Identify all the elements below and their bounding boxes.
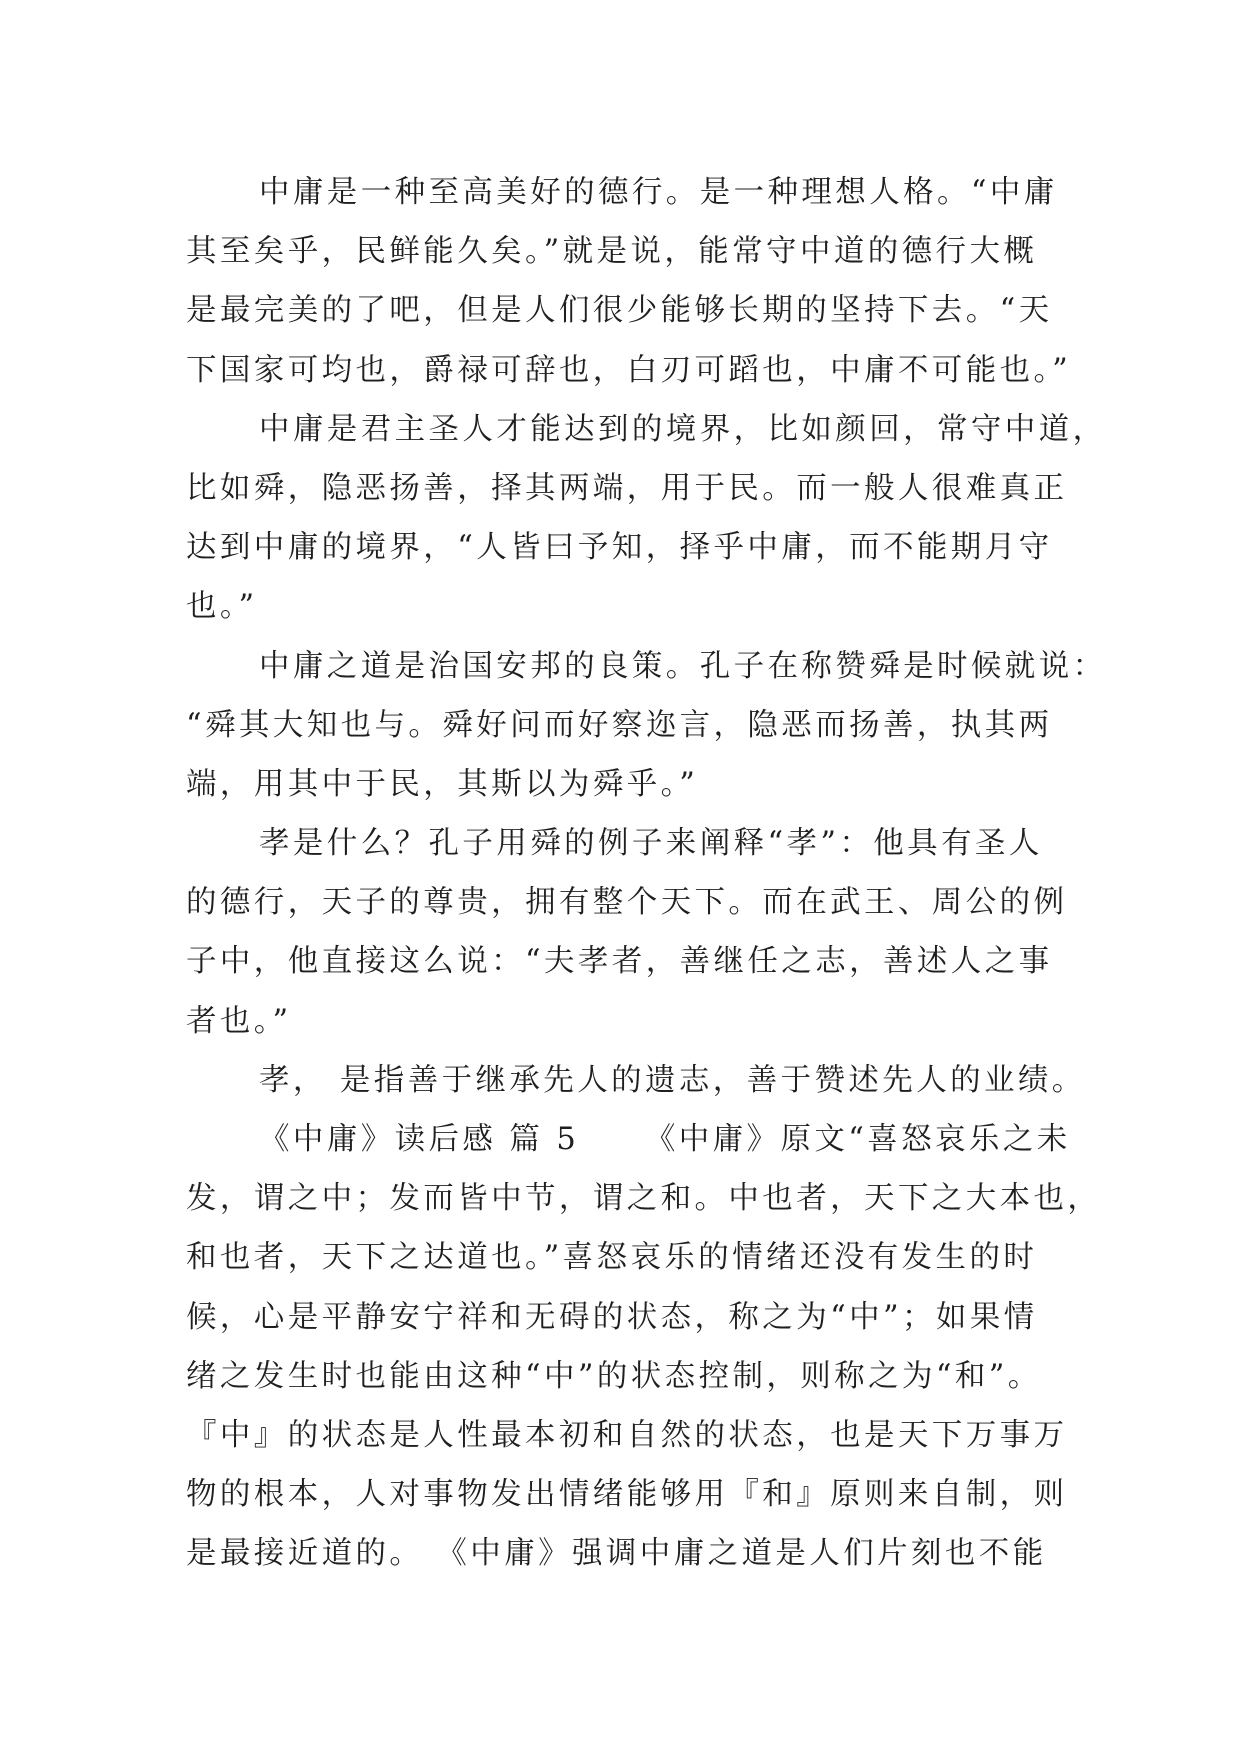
text-line: 达到中庸的境界，“人皆曰予知，择乎中庸，而不能期月守 xyxy=(186,530,1053,566)
text-line: 孝是什么？孔子用舜的例子来阐释“孝”：他具有圣人 xyxy=(259,826,1043,862)
text-line: 中庸之道是治国安邦的良策。孔子在称赞舜是时候就说： xyxy=(259,648,1107,684)
text-line: 发，谓之中；发而皆中节，谓之和。中也者，天下之大本也， xyxy=(186,1181,1102,1217)
text-line: 下国家可均也，爵禄可辞也，白刃可蹈也，中庸不可能也。” xyxy=(186,352,1072,388)
text-line: 其至矣乎，民鲜能久矣。”就是说，能常守中道的德行大概 xyxy=(186,234,1038,270)
text-line: 和也者，天下之达道也。”喜怒哀乐的情绪还没有发生的时 xyxy=(186,1240,1038,1276)
text-line: 中庸是君主圣人才能达到的境界，比如颜回，常守中道， xyxy=(259,411,1107,447)
text-line: 端，用其中于民，其斯以为舜乎。” xyxy=(186,766,699,802)
text-line: 者也。” xyxy=(186,1003,292,1039)
text-line: 是最接近道的。 《中庸》强调中庸之道是人们片刻也不能 xyxy=(186,1536,1047,1572)
text-line: 候，心是平静安宁祥和无碍的状态，称之为“中”；如果情 xyxy=(186,1299,1038,1335)
text-line: 的德行，天子的尊贵，拥有整个天下。而在武王、周公的例 xyxy=(186,885,1068,921)
text-line: 是最完美的了吧，但是人们很少能够长期的坚持下去。“天 xyxy=(186,293,1053,329)
text-line: 中庸是一种至高美好的德行。是一种理想人格。“中庸 xyxy=(259,175,1058,210)
text-line: 物的根本，人对事物发出情绪能够用『和』原则来自制，则 xyxy=(186,1477,1068,1513)
document-body xyxy=(186,163,1107,1584)
text-line: “舜其大知也与。舜好问而好察迩言，隐恶而扬善，执其两 xyxy=(186,707,1053,743)
text-line: 绪之发生时也能由这种“中”的状态控制，则称之为“和”。 xyxy=(186,1358,1042,1394)
text-line: 比如舜，隐恶扬善，择其两端，用于民。而一般人很难真正 xyxy=(186,470,1068,506)
text-line: 孝， 是指善于继承先人的遗志，善于赞述先人的业绩。 xyxy=(259,1062,1086,1098)
text-line: 《中庸》读后感 篇 5 《中庸》原文“喜怒哀乐之未 xyxy=(259,1122,1071,1157)
text-line: 『中』的状态是人性最本初和自然的状态，也是天下万事万 xyxy=(186,1417,1068,1453)
text-line: 也。” xyxy=(186,589,258,625)
text-line: 子中，他直接这么说：“夫孝者，善继任之志，善述人之事 xyxy=(186,944,1053,980)
